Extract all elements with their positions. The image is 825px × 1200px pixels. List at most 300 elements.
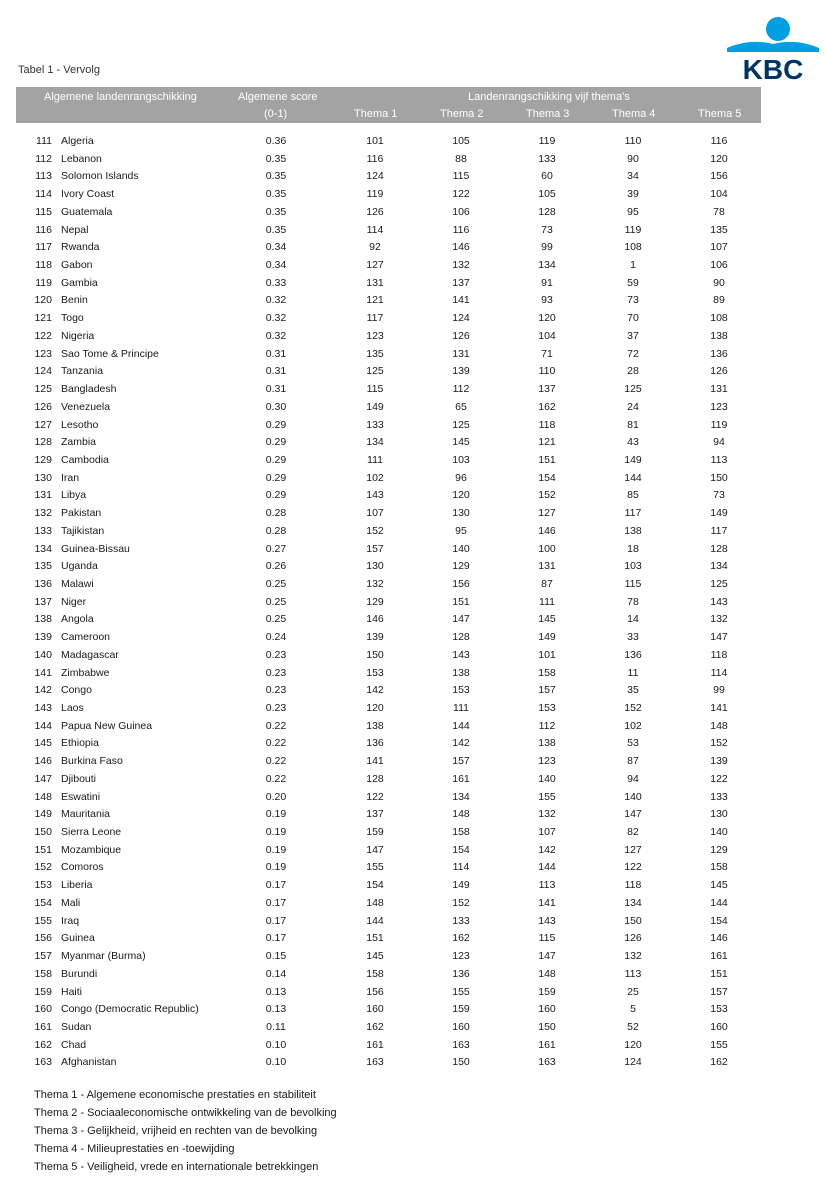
rank-cell: 147 (34, 772, 52, 785)
score-cell: 0.22 (265, 737, 287, 750)
table-row (16, 363, 761, 381)
header-theme-3: Thema 3 (526, 108, 570, 120)
score-cell: 0.32 (265, 312, 287, 325)
theme-2-cell: 153 (452, 684, 470, 697)
theme-1-cell: 142 (366, 684, 384, 697)
theme-3-cell: 99 (541, 241, 553, 254)
table-caption: Tabel 1 - Vervolg (18, 64, 100, 76)
country-cell: Solomon Islands (61, 170, 139, 183)
theme-3-cell: 141 (538, 896, 556, 909)
theme-5-cell: 144 (710, 896, 728, 909)
theme-2-cell: 133 (452, 914, 470, 927)
theme-1-cell: 154 (366, 879, 384, 892)
rank-cell: 124 (34, 365, 52, 378)
theme-2-cell: 141 (452, 294, 470, 307)
theme-4-cell: 70 (627, 312, 639, 325)
theme-4-cell: 120 (624, 1038, 642, 1051)
legend-item: Thema 5 - Veiligheid, vrede en internationale betrekkingen (34, 1161, 319, 1173)
theme-3-cell: 107 (538, 826, 556, 839)
rank-cell: 150 (34, 826, 52, 839)
theme-2-cell: 145 (452, 436, 470, 449)
country-cell: Djibouti (61, 772, 97, 785)
table-row (16, 310, 761, 328)
theme-3-cell: 163 (538, 1056, 556, 1069)
theme-4-cell: 28 (627, 365, 639, 378)
theme-3-cell: 73 (541, 223, 553, 236)
theme-5-cell: 130 (710, 808, 728, 821)
theme-1-cell: 128 (366, 772, 384, 785)
country-cell: Mali (61, 896, 81, 909)
theme-2-cell: 125 (452, 418, 470, 431)
score-cell: 0.26 (265, 560, 287, 573)
country-cell: Congo (Democratic Republic) (61, 1003, 199, 1016)
country-cell: Uganda (61, 560, 98, 573)
theme-1-cell: 130 (366, 560, 384, 573)
table-row (16, 381, 761, 399)
score-cell: 0.10 (265, 1056, 287, 1069)
theme-5-cell: 99 (713, 684, 725, 697)
score-cell: 0.22 (265, 719, 287, 732)
theme-3-cell: 120 (538, 312, 556, 325)
header-overall-ranking: Algemene landenrangschikking (44, 91, 197, 103)
score-cell: 0.31 (265, 383, 287, 396)
rank-cell: 146 (34, 755, 52, 768)
theme-2-cell: 129 (452, 560, 470, 573)
theme-5-cell: 123 (710, 400, 728, 413)
theme-2-cell: 128 (452, 631, 470, 644)
theme-5-cell: 141 (710, 702, 728, 714)
theme-3-cell: 149 (538, 631, 556, 644)
theme-2-cell: 163 (452, 1038, 470, 1051)
country-cell: Congo (61, 684, 92, 697)
theme-1-cell: 102 (366, 471, 384, 484)
header-theme-5: Thema 5 (698, 108, 742, 120)
theme-2-cell: 103 (452, 453, 470, 466)
theme-1-cell: 150 (366, 648, 384, 661)
theme-4-cell: 14 (627, 613, 639, 626)
rank-cell: 136 (34, 577, 52, 590)
theme-4-cell: 134 (624, 896, 642, 909)
legend-item: Thema 4 - Milieuprestaties en -toewijding (34, 1143, 235, 1155)
theme-4-cell: 152 (624, 702, 642, 714)
theme-3-cell: 128 (538, 205, 556, 218)
score-cell: 0.23 (265, 666, 287, 679)
score-cell: 0.34 (265, 259, 287, 272)
theme-5-cell: 120 (710, 152, 728, 165)
rank-cell: 130 (34, 471, 52, 484)
country-cell: Laos (61, 702, 84, 714)
country-cell: Tajikistan (61, 524, 105, 537)
score-cell: 0.13 (265, 1003, 287, 1016)
table-row (16, 328, 761, 346)
rank-cell: 145 (34, 737, 52, 750)
theme-2-cell: 95 (455, 524, 467, 537)
theme-4-cell: 125 (624, 383, 642, 396)
score-cell: 0.22 (265, 755, 287, 768)
table-row (16, 239, 761, 257)
score-cell: 0.22 (265, 772, 287, 785)
table-row (16, 292, 761, 310)
rank-cell: 161 (34, 1020, 52, 1033)
theme-5-cell: 118 (710, 648, 728, 661)
table-row (16, 682, 761, 700)
table-row (16, 523, 761, 541)
theme-3-cell: 162 (538, 400, 556, 413)
country-cell: Algeria (61, 135, 94, 147)
theme-2-cell: 150 (452, 1056, 470, 1069)
score-cell: 0.34 (265, 241, 287, 254)
rank-cell: 123 (34, 347, 52, 360)
theme-2-cell: 126 (452, 329, 470, 342)
theme-2-cell: 157 (452, 755, 470, 768)
theme-3-cell: 147 (538, 950, 556, 963)
theme-5-cell: 133 (710, 790, 728, 803)
table-row (16, 700, 761, 718)
theme-2-cell: 143 (452, 648, 470, 661)
theme-3-cell: 104 (538, 329, 556, 342)
theme-5-cell: 78 (713, 205, 725, 218)
theme-5-cell: 134 (710, 560, 728, 573)
score-cell: 0.35 (265, 188, 287, 201)
theme-4-cell: 149 (624, 453, 642, 466)
theme-1-cell: 120 (366, 702, 384, 714)
theme-3-cell: 91 (541, 276, 553, 289)
theme-4-cell: 95 (627, 205, 639, 218)
theme-3-cell: 155 (538, 790, 556, 803)
table-row (16, 966, 761, 984)
country-cell: Guatemala (61, 205, 113, 218)
logo-wordmark: KBC (742, 54, 804, 82)
theme-2-cell: 96 (455, 471, 467, 484)
theme-2-cell: 120 (452, 489, 470, 502)
theme-2-cell: 147 (452, 613, 470, 626)
theme-2-cell: 142 (452, 737, 470, 750)
score-cell: 0.29 (265, 471, 287, 484)
theme-2-cell: 137 (452, 276, 470, 289)
country-cell: Sao Tome & Principe (61, 347, 159, 360)
theme-2-cell: 106 (452, 205, 470, 218)
theme-1-cell: 144 (366, 914, 384, 927)
table-row (16, 647, 761, 665)
theme-4-cell: 90 (627, 152, 639, 165)
score-cell: 0.19 (265, 826, 287, 839)
country-cell: Burkina Faso (61, 755, 123, 768)
score-cell: 0.14 (265, 967, 287, 980)
country-cell: Chad (61, 1038, 87, 1051)
theme-3-cell: 134 (538, 259, 556, 272)
theme-5-cell: 90 (713, 276, 725, 289)
country-cell: Angola (61, 613, 94, 626)
logo-arms-icon (727, 42, 819, 52)
theme-2-cell: 139 (452, 365, 470, 378)
country-cell: Afghanistan (61, 1056, 117, 1069)
theme-5-cell: 156 (710, 170, 728, 183)
theme-5-cell: 155 (710, 1038, 728, 1051)
table-row (16, 558, 761, 576)
theme-1-cell: 129 (366, 595, 384, 608)
table-row (16, 1054, 761, 1072)
table-row (16, 771, 761, 789)
rank-cell: 120 (34, 294, 52, 307)
rank-cell: 152 (34, 861, 52, 874)
country-cell: Ivory Coast (61, 188, 115, 201)
score-cell: 0.35 (265, 205, 287, 218)
theme-4-cell: 102 (624, 719, 642, 732)
score-cell: 0.10 (265, 1038, 287, 1051)
theme-2-cell: 122 (452, 188, 470, 201)
score-cell: 0.15 (265, 950, 287, 963)
theme-1-cell: 145 (366, 950, 384, 963)
theme-5-cell: 150 (710, 471, 728, 484)
country-cell: Sierra Leone (61, 826, 122, 839)
theme-1-cell: 149 (366, 400, 384, 413)
table-row (16, 718, 761, 736)
table-row (16, 257, 761, 275)
country-cell: Nepal (61, 223, 89, 236)
theme-3-cell: 161 (538, 1038, 556, 1051)
theme-5-cell: 104 (710, 188, 728, 201)
theme-2-cell: 161 (452, 772, 470, 785)
theme-5-cell: 108 (710, 312, 728, 325)
theme-1-cell: 141 (366, 755, 384, 768)
theme-1-cell: 131 (366, 276, 384, 289)
theme-5-cell: 116 (710, 135, 728, 147)
theme-5-cell: 149 (710, 507, 728, 520)
theme-3-cell: 157 (538, 684, 556, 697)
theme-5-cell: 143 (710, 595, 728, 608)
rank-cell: 118 (35, 259, 52, 272)
country-cell: Venezuela (61, 400, 111, 413)
header-theme-2: Thema 2 (440, 108, 484, 120)
theme-2-cell: 152 (452, 896, 470, 909)
score-cell: 0.20 (265, 790, 287, 803)
theme-5-cell: 136 (710, 347, 728, 360)
theme-1-cell: 134 (366, 436, 384, 449)
table-row (16, 1037, 761, 1055)
theme-4-cell: 52 (627, 1020, 639, 1033)
theme-2-cell: 162 (452, 932, 470, 945)
country-cell: Zambia (61, 436, 97, 449)
rank-cell: 139 (34, 631, 52, 644)
country-cell: Gabon (61, 259, 93, 272)
theme-5-cell: 151 (710, 967, 728, 980)
theme-3-cell: 101 (538, 648, 556, 661)
rank-cell: 137 (34, 595, 52, 608)
country-cell: Zimbabwe (61, 666, 110, 679)
table-row (16, 735, 761, 753)
theme-5-cell: 125 (710, 577, 728, 590)
country-cell: Cameroon (61, 631, 111, 644)
theme-2-cell: 131 (452, 347, 470, 360)
score-cell: 0.23 (265, 702, 287, 714)
theme-4-cell: 103 (624, 560, 642, 573)
theme-5-cell: 145 (710, 879, 728, 892)
rank-cell: 142 (34, 684, 52, 697)
rank-cell: 125 (34, 383, 52, 396)
theme-4-cell: 5 (630, 1003, 636, 1016)
theme-5-cell: 117 (710, 524, 728, 537)
score-cell: 0.19 (265, 861, 287, 874)
theme-2-cell: 65 (455, 400, 467, 413)
score-cell: 0.23 (265, 648, 287, 661)
theme-1-cell: 124 (366, 170, 384, 183)
theme-1-cell: 92 (369, 241, 381, 254)
legend-item: Thema 2 - Sociaaleconomische ontwikkeling van de bevolking (34, 1107, 337, 1119)
country-cell: Guinea (61, 932, 95, 945)
theme-1-cell: 155 (366, 861, 384, 874)
theme-3-cell: 144 (538, 861, 556, 874)
theme-1-cell: 148 (366, 896, 384, 909)
table-row (16, 133, 761, 151)
theme-4-cell: 126 (624, 932, 642, 945)
score-cell: 0.19 (265, 843, 287, 856)
rank-cell: 133 (34, 524, 52, 537)
rank-cell: 126 (34, 400, 52, 413)
theme-1-cell: 138 (366, 719, 384, 732)
table-row (16, 824, 761, 842)
theme-3-cell: 119 (538, 135, 556, 147)
table-row (16, 346, 761, 364)
theme-1-cell: 127 (366, 259, 384, 272)
header-score: Algemene score (238, 91, 318, 103)
theme-1-cell: 156 (366, 985, 384, 998)
rank-cell: 119 (35, 276, 52, 289)
theme-5-cell: 89 (713, 294, 725, 307)
theme-5-cell: 114 (710, 666, 728, 679)
theme-1-cell: 123 (366, 329, 384, 342)
rank-cell: 151 (34, 843, 52, 856)
theme-2-cell: 123 (452, 950, 470, 963)
theme-4-cell: 35 (627, 684, 639, 697)
theme-1-cell: 160 (366, 1003, 384, 1016)
country-cell: Madagascar (61, 648, 119, 661)
theme-2-cell: 159 (452, 1003, 470, 1016)
theme-4-cell: 82 (627, 826, 639, 839)
theme-4-cell: 108 (624, 241, 642, 254)
table-row (16, 611, 761, 629)
theme-5-cell: 129 (710, 843, 728, 856)
theme-2-cell: 140 (452, 542, 470, 555)
theme-2-cell: 154 (452, 843, 470, 856)
theme-3-cell: 132 (538, 808, 556, 821)
country-cell: Ethiopia (61, 737, 99, 750)
score-cell: 0.13 (265, 985, 287, 998)
theme-1-cell: 137 (366, 808, 384, 821)
rank-cell: 112 (35, 152, 52, 165)
theme-3-cell: 137 (538, 383, 556, 396)
theme-1-cell: 163 (366, 1056, 384, 1069)
score-cell: 0.29 (265, 418, 287, 431)
theme-3-cell: 87 (541, 577, 553, 590)
theme-4-cell: 1 (630, 259, 636, 272)
country-cell: Mauritania (61, 808, 111, 821)
theme-5-cell: 132 (710, 613, 728, 626)
table-row (16, 806, 761, 824)
header-theme-4: Thema 4 (612, 108, 656, 120)
theme-3-cell: 60 (541, 170, 553, 183)
rank-cell: 144 (34, 719, 52, 732)
country-cell: Iran (61, 471, 80, 484)
theme-3-cell: 115 (538, 932, 556, 945)
theme-3-cell: 151 (538, 453, 556, 466)
theme-1-cell: 111 (367, 453, 383, 466)
theme-4-cell: 39 (627, 188, 639, 201)
theme-3-cell: 158 (538, 666, 556, 679)
theme-4-cell: 59 (627, 276, 639, 289)
theme-4-cell: 150 (624, 914, 642, 927)
rank-cell: 114 (35, 188, 52, 201)
theme-1-cell: 151 (366, 932, 384, 945)
country-cell: Gambia (61, 276, 98, 289)
country-cell: Cambodia (61, 453, 109, 466)
theme-1-cell: 107 (366, 507, 384, 520)
theme-4-cell: 127 (624, 843, 642, 856)
score-cell: 0.25 (265, 613, 287, 626)
theme-3-cell: 146 (538, 524, 556, 537)
logo-head-icon (766, 17, 790, 41)
theme-4-cell: 34 (627, 170, 639, 183)
theme-5-cell: 153 (710, 1003, 728, 1016)
theme-2-cell: 149 (452, 879, 470, 892)
theme-3-cell: 100 (538, 542, 556, 555)
table-row (16, 665, 761, 683)
theme-3-cell: 138 (538, 737, 556, 750)
score-cell: 0.36 (265, 135, 287, 147)
theme-4-cell: 18 (627, 542, 639, 555)
theme-1-cell: 146 (366, 613, 384, 626)
theme-1-cell: 162 (366, 1020, 384, 1033)
theme-2-cell: 105 (452, 135, 470, 147)
theme-4-cell: 85 (627, 489, 639, 502)
theme-1-cell: 133 (366, 418, 384, 431)
rank-cell: 121 (34, 312, 52, 325)
theme-4-cell: 33 (627, 631, 639, 644)
theme-3-cell: 121 (538, 436, 556, 449)
table-row (16, 452, 761, 470)
theme-3-cell: 152 (538, 489, 556, 502)
country-cell: Lesotho (61, 418, 99, 431)
theme-1-cell: 139 (366, 631, 384, 644)
theme-4-cell: 72 (627, 347, 639, 360)
score-cell: 0.30 (265, 400, 287, 413)
score-cell: 0.35 (265, 170, 287, 183)
theme-3-cell: 150 (538, 1020, 556, 1033)
country-cell: Togo (61, 312, 84, 325)
theme-3-cell: 131 (538, 560, 556, 573)
table-row (16, 1019, 761, 1037)
country-cell: Niger (61, 595, 87, 608)
rank-cell: 160 (34, 1003, 52, 1016)
theme-2-cell: 144 (452, 719, 470, 732)
theme-4-cell: 138 (624, 524, 642, 537)
theme-5-cell: 126 (710, 365, 728, 378)
legend-item: Thema 1 - Algemene economische prestaties en stabiliteit (34, 1089, 316, 1101)
theme-5-cell: 158 (710, 861, 728, 874)
table-row (16, 487, 761, 505)
theme-2-cell: 130 (452, 507, 470, 520)
score-cell: 0.17 (265, 896, 287, 909)
theme-4-cell: 124 (624, 1056, 642, 1069)
country-cell: Malawi (61, 577, 94, 590)
theme-3-cell: 123 (538, 755, 556, 768)
theme-5-cell: 140 (710, 826, 728, 839)
score-cell: 0.19 (265, 808, 287, 821)
theme-4-cell: 132 (624, 950, 642, 963)
country-cell: Burundi (61, 967, 98, 980)
score-cell: 0.29 (265, 436, 287, 449)
rank-cell: 148 (34, 790, 52, 803)
theme-4-cell: 24 (627, 400, 639, 413)
